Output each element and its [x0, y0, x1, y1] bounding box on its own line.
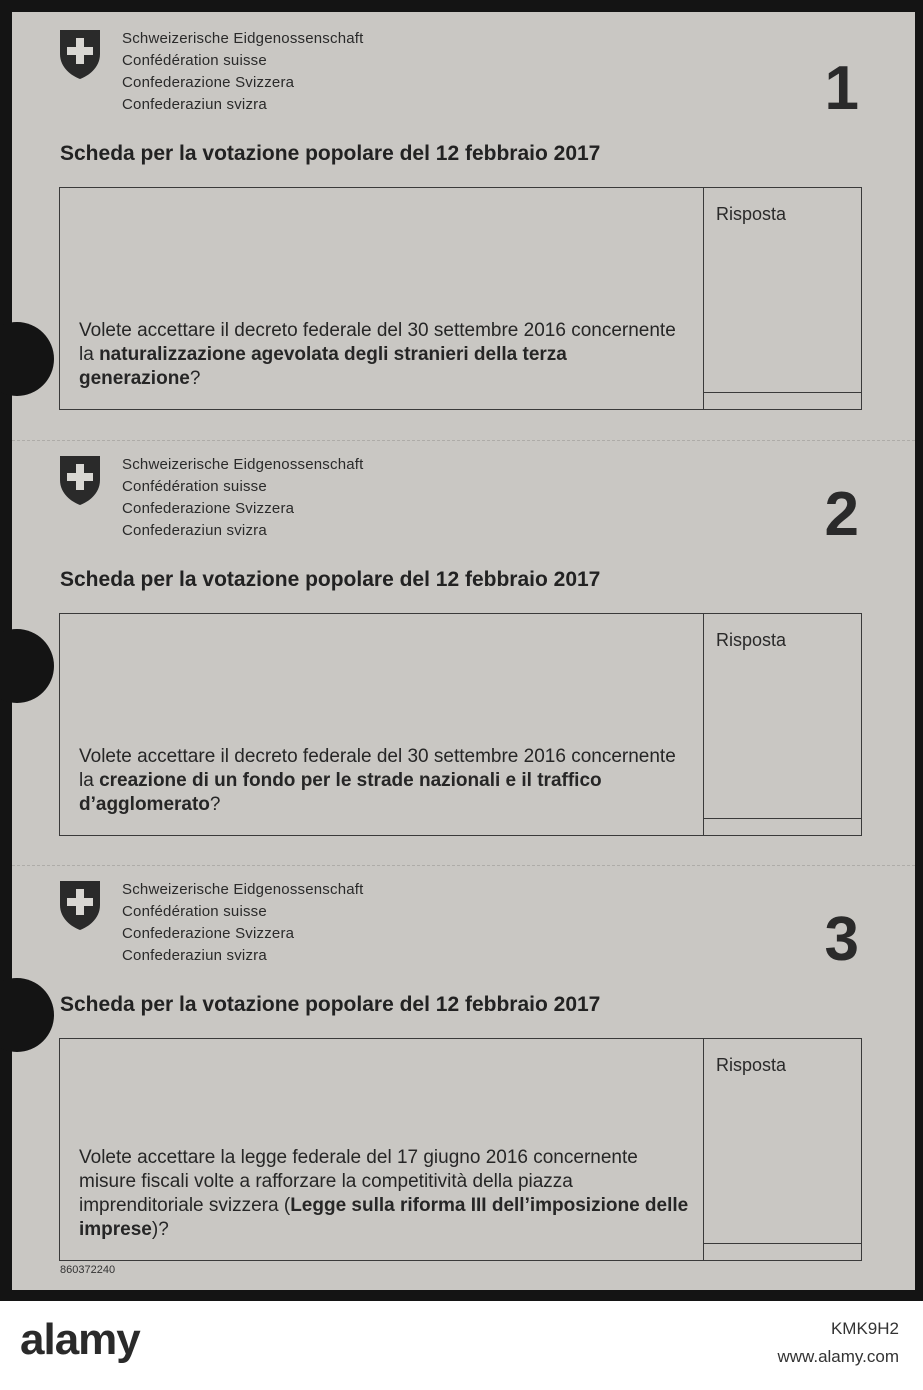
- ballot-title: Scheda per la votazione popolare del 12 febbraio 2017: [60, 568, 601, 591]
- answer-field[interactable]: [703, 188, 861, 409]
- ballot-card-2: [12, 438, 915, 863]
- ballot-card-1: [12, 12, 915, 437]
- answer-label: Risposta: [716, 630, 787, 650]
- answer-label: Risposta: [716, 204, 787, 224]
- ballot-number: 1: [824, 54, 859, 123]
- confederation-names: [122, 879, 364, 967]
- question-text: Volete accettare la legge federale del 17 giugno 2016 concernente misure fiscali volte a rafforzare la competitività della piazza imprenditoriale svizzera (Legge sulla riforma III dell’imposizione delle imprese)?: [79, 1147, 689, 1240]
- question-subject: Legge sulla riforma III dell’imposizione delle imprese: [79, 1195, 689, 1240]
- ballot-sheet: [12, 12, 915, 1290]
- answer-field[interactable]: [703, 1039, 861, 1260]
- swiss-shield-icon: [58, 28, 102, 80]
- confed-de: Schweizerische Eidgenossenschaft: [122, 881, 364, 898]
- confed-rm: Confederaziun svizra: [122, 522, 267, 539]
- ballot-card-3: [12, 863, 915, 1288]
- confed-it: Confederazione Svizzera: [122, 500, 295, 517]
- confed-fr: Confédération suisse: [122, 903, 267, 920]
- watermark-footer: [0, 1301, 923, 1390]
- question-subject: creazione di un fondo per le strade nazionali e il traffico d’agglomerato: [79, 770, 602, 815]
- question-box: [59, 187, 862, 410]
- confed-de: Schweizerische Eidgenossenschaft: [122, 456, 364, 473]
- ballot-title: Scheda per la votazione popolare del 12 febbraio 2017: [60, 993, 601, 1016]
- watermark-image-code: KMK9H2: [830, 1319, 899, 1338]
- confed-fr: Confédération suisse: [122, 478, 267, 495]
- ballot-number: 3: [824, 905, 859, 974]
- confed-it: Confederazione Svizzera: [122, 925, 295, 942]
- question-text: Volete accettare il decreto federale del 30 settembre 2016 concernente la naturalizzazione agevolata degli stranieri della terza generazione?: [79, 320, 676, 389]
- confederation-names: [122, 28, 364, 116]
- confed-fr: Confédération suisse: [122, 52, 267, 69]
- question-box: [59, 1038, 862, 1261]
- ballot-number: 2: [824, 480, 859, 549]
- answer-field[interactable]: [703, 614, 861, 835]
- document-code: 860372240: [60, 1264, 116, 1276]
- swiss-shield-icon: [58, 879, 102, 931]
- watermark-url: www.alamy.com: [777, 1347, 899, 1366]
- confederation-names: [122, 454, 364, 542]
- confed-rm: Confederaziun svizra: [122, 947, 267, 964]
- watermark-logo: alamy: [20, 1315, 140, 1364]
- question-box: [59, 613, 862, 836]
- swiss-shield-icon: [58, 454, 102, 506]
- answer-line: [704, 1243, 861, 1244]
- answer-line: [704, 392, 861, 393]
- ballot-title: Scheda per la votazione popolare del 12 febbraio 2017: [60, 142, 601, 165]
- question-subject: naturalizzazione agevolata degli stranieri della terza generazione: [79, 344, 567, 389]
- question-text: Volete accettare il decreto federale del 30 settembre 2016 concernente la creazione di un fondo per le strade nazionali e il traffico d’agglomerato?: [79, 746, 676, 815]
- confed-rm: Confederaziun svizra: [122, 96, 267, 113]
- confed-it: Confederazione Svizzera: [122, 74, 295, 91]
- answer-label: Risposta: [716, 1055, 787, 1075]
- confed-de: Schweizerische Eidgenossenschaft: [122, 30, 364, 47]
- answer-line: [704, 818, 861, 819]
